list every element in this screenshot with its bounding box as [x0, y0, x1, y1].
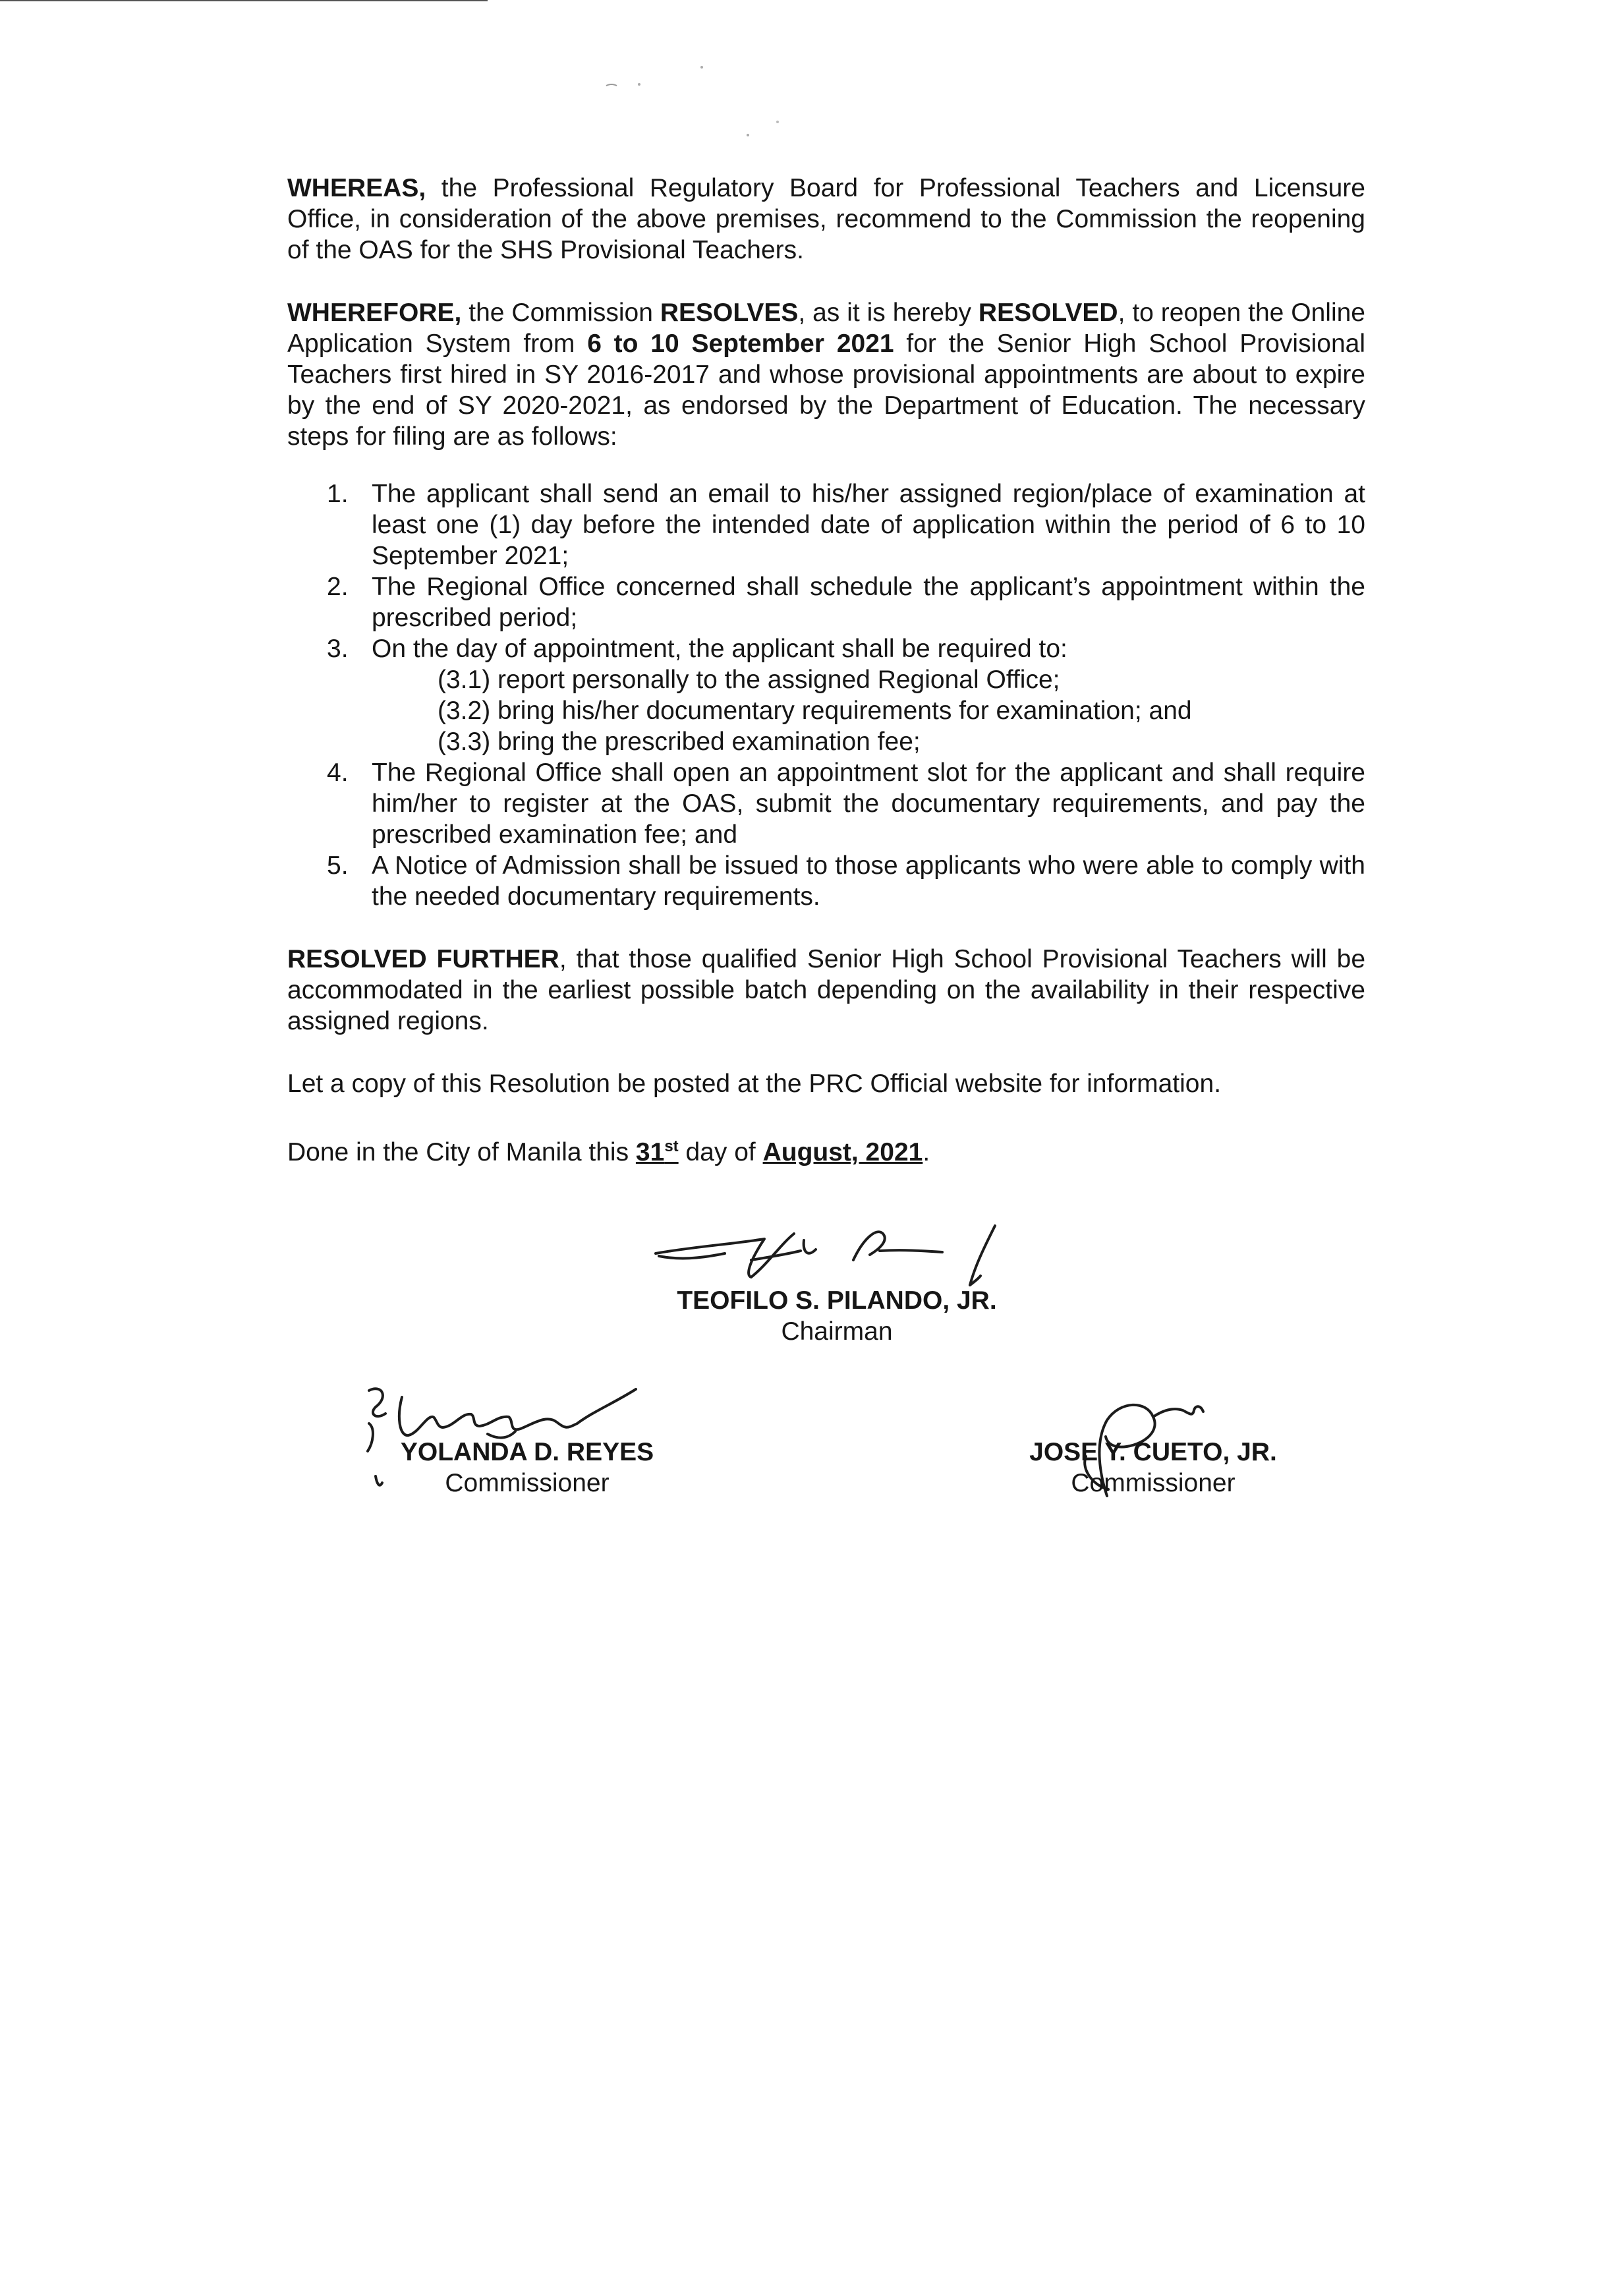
resolution-body [287, 173, 1365, 1199]
day-suffix: st [664, 1137, 679, 1155]
day-number: 31 [635, 1138, 665, 1166]
step-text: A Notice of Admission shall be issued to those applicants who were able to comply with the needed documentary requirements. [372, 851, 1365, 911]
wherefore-text-2: , as it is hereby [798, 299, 979, 327]
resolved-further-text: , that those qualified Senior High School Provisional Teachers will be accommodated in the earliest possible batch depending on the availability in their respective assigned regions. [287, 945, 1366, 1035]
substep-item: (3.2) bring his/her documentary requirements for examination; and [438, 697, 1192, 725]
substeps-list [372, 664, 1365, 757]
step-number: 1. [327, 480, 349, 508]
scan-edge-line [0, 0, 488, 1]
filing-period: 6 to 10 September 2021 [587, 330, 894, 358]
done-paragraph [287, 1131, 1365, 1168]
step-text: The applicant shall send an email to his/her assigned region/place of examination at least one (1) day before the intended date of application within the period of 6 to 10 September 2021; [372, 480, 1365, 570]
whereas-text: the Professional Regulatory Board for Professional Teachers and Licensure Office, in consideration of the above premises, recommend to the Commission the reopening of the OAS for the SHS Provisional Teachers. [287, 174, 1365, 264]
step-item [287, 478, 1365, 571]
done-day [636, 1138, 679, 1166]
substep-item: (3.1) report personally to the assigned Regional Office; [438, 666, 1060, 694]
resolved-further-paragraph [287, 944, 1365, 1037]
wherefore-paragraph [287, 297, 1365, 452]
wherefore-text-4: for the Senior High School Provisional Teachers first hired in SY 2016-2017 and whose provisional appointments are about to expire by the end of SY 2020-2021, as endorsed by the Department of Education. The necessary steps for filing are as follows: [287, 330, 1365, 451]
done-end: . [923, 1138, 930, 1166]
done-pre: Done in the City of Manila this [287, 1138, 636, 1166]
filing-steps-list [287, 478, 1365, 912]
resolved-further-lead: RESOLVED FURTHER [287, 945, 559, 973]
resolves-word: RESOLVES [660, 299, 799, 327]
reyes-signature-block [356, 1437, 698, 1499]
substep-item: (3.3) bring the prescribed examination fee; [438, 728, 921, 756]
scan-specks [593, 59, 870, 145]
reyes-title: Commissioner [445, 1469, 610, 1497]
cueto-name: JOSE Y. CUETO, JR. [1029, 1438, 1277, 1466]
step-item [287, 757, 1365, 850]
step-number: 4. [327, 759, 349, 787]
step-number: 2. [327, 573, 349, 601]
whereas-paragraph [287, 173, 1365, 266]
step-text: The Regional Office concerned shall schedule the applicant’s appointment within the prescribed period; [372, 573, 1365, 632]
cueto-title: Commissioner [1071, 1469, 1236, 1497]
posting-paragraph: Let a copy of this Resolution be posted at the PRC Official website for information. [287, 1070, 1222, 1098]
chairman-signature-block [633, 1285, 1041, 1347]
wherefore-text-1: the Commission [461, 299, 660, 327]
step-item [287, 571, 1365, 633]
step-item [287, 850, 1365, 912]
step-text: On the day of appointment, the applicant shall be required to: [372, 635, 1067, 663]
step-text: The Regional Office shall open an appointment slot for the applicant and shall require him/her to register at the OAS, submit the documentary requirements, and pay the prescribed examination fee; and [372, 759, 1365, 849]
done-mid: day of [678, 1138, 763, 1166]
reyes-name: YOLANDA D. REYES [400, 1438, 654, 1466]
wherefore-lead: WHEREFORE, [287, 299, 462, 327]
step-item [287, 633, 1365, 757]
cueto-signature-block [988, 1437, 1318, 1499]
wherefore-text-3: , to reopen the Online Application System from [287, 299, 1365, 358]
done-month: August, 2021 [762, 1138, 923, 1166]
resolved-word: RESOLVED [978, 299, 1118, 327]
whereas-lead: WHEREAS, [287, 174, 426, 202]
step-number: 5. [327, 851, 349, 880]
step-number: 3. [327, 635, 349, 663]
chairman-name: TEOFILO S. PILANDO, JR. [677, 1286, 997, 1315]
chairman-title: Chairman [781, 1317, 893, 1346]
